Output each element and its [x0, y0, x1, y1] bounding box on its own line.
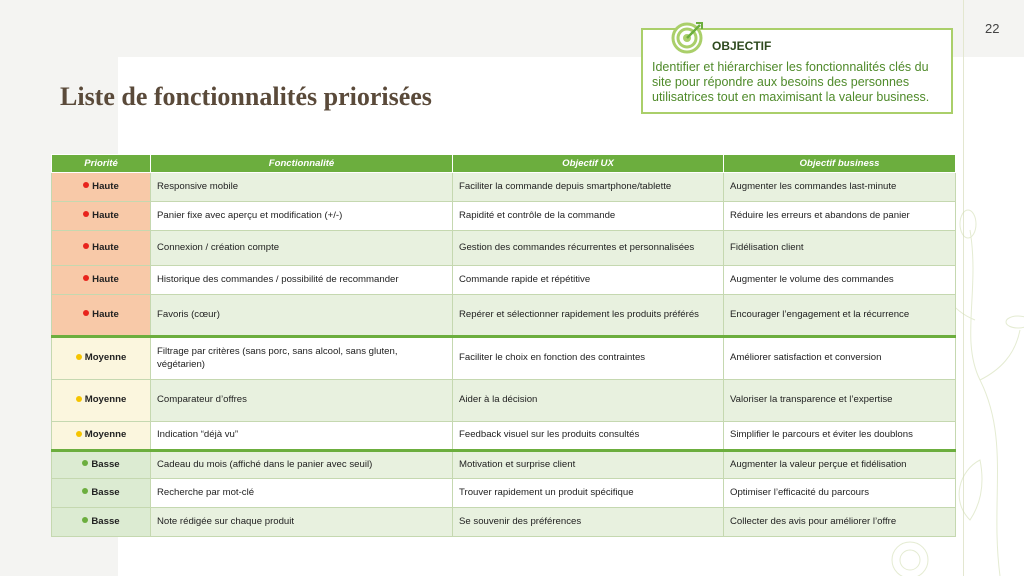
priority-label: Moyenne: [84, 394, 127, 406]
table-row: [52, 451, 956, 479]
high-priority-dot-icon: [83, 182, 89, 188]
business-cell: Réduire les erreurs et abandons de panier: [724, 202, 956, 231]
feature-cell: Historique des commandes / possibilité de recommander: [151, 266, 453, 295]
business-cell: Augmenter les commandes last-minute: [724, 173, 956, 202]
header-business: Objectif business: [724, 155, 956, 173]
ux-cell: Trouver rapidement un produit spécifique: [453, 479, 724, 508]
priority-cell: [52, 231, 151, 266]
low-priority-dot-icon: [82, 488, 88, 494]
table-row: [52, 173, 956, 202]
table-row: [52, 266, 956, 295]
business-cell: Valoriser la transparence et l’expertise: [724, 380, 956, 422]
page-title: Liste de fonctionnalités priorisées: [60, 82, 432, 111]
high-priority-dot-icon: [83, 310, 89, 316]
feature-cell: Panier fixe avec aperçu et modification (+/-): [151, 202, 453, 231]
header-ux: Objectif UX: [453, 155, 724, 173]
priority-label: Haute: [92, 241, 119, 253]
ux-cell: Gestion des commandes récurrentes et personnalisées: [453, 231, 724, 266]
business-cell: Améliorer satisfaction et conversion: [724, 337, 956, 380]
priority-label: Moyenne: [84, 429, 127, 441]
priority-cell: [52, 173, 151, 202]
ux-cell: Aider à la décision: [453, 380, 724, 422]
priority-table: [51, 154, 956, 537]
header-feature: Fonctionnalité: [151, 155, 453, 173]
table-row: [52, 337, 956, 380]
priority-cell: [52, 479, 151, 508]
priority-cell: [52, 266, 151, 295]
table-row: [52, 202, 956, 231]
feature-cell: Cadeau du mois (affiché dans le panier avec seuil): [151, 451, 453, 479]
ux-cell: Commande rapide et répétitive: [453, 266, 724, 295]
table-row: [52, 422, 956, 451]
high-priority-dot-icon: [83, 211, 89, 217]
low-priority-dot-icon: [82, 517, 88, 523]
business-cell: Augmenter la valeur perçue et fidélisation: [724, 451, 956, 479]
table-row: [52, 295, 956, 337]
ux-cell: Repérer et sélectionner rapidement les produits préférés: [453, 295, 724, 337]
low-priority-dot-icon: [82, 460, 88, 466]
business-cell: Fidélisation client: [724, 231, 956, 266]
medium-priority-dot-icon: [76, 431, 82, 437]
priority-label: Haute: [92, 273, 119, 285]
priority-label: Haute: [92, 209, 119, 221]
objective-label: OBJECTIF: [712, 39, 772, 53]
medium-priority-dot-icon: [76, 354, 82, 360]
priority-label: Haute: [92, 180, 119, 192]
business-cell: Encourager l’engagement et la récurrence: [724, 295, 956, 337]
header-priority: Priorité: [52, 155, 151, 173]
high-priority-dot-icon: [83, 243, 89, 249]
ux-cell: Faciliter la commande depuis smartphone/tablette: [453, 173, 724, 202]
priority-label: Haute: [92, 308, 119, 320]
business-cell: Simplifier le parcours et éviter les doublons: [724, 422, 956, 451]
business-cell: Augmenter le volume des commandes: [724, 266, 956, 295]
objective-box: [641, 28, 953, 114]
priority-cell: [52, 202, 151, 231]
priority-label: Basse: [91, 515, 120, 527]
feature-cell: Note rédigée sur chaque produit: [151, 508, 453, 537]
priority-cell: [52, 295, 151, 337]
priority-label: Basse: [91, 486, 120, 498]
priority-label: Basse: [91, 458, 120, 470]
target-icon: [671, 20, 705, 54]
ux-cell: Feedback visuel sur les produits consultés: [453, 422, 724, 451]
feature-cell: Responsive mobile: [151, 173, 453, 202]
feature-cell: Comparateur d’offres: [151, 380, 453, 422]
ux-cell: Rapidité et contrôle de la commande: [453, 202, 724, 231]
ux-cell: Motivation et surprise client: [453, 451, 724, 479]
feature-cell: Favoris (cœur): [151, 295, 453, 337]
priority-cell: [52, 508, 151, 537]
medium-priority-dot-icon: [76, 396, 82, 402]
priority-cell: [52, 380, 151, 422]
table-row: [52, 508, 956, 537]
page-number: 22: [985, 21, 1000, 36]
table-header-row: [52, 155, 956, 173]
priority-label: Moyenne: [84, 352, 127, 364]
priority-cell: [52, 451, 151, 479]
table-row: [52, 231, 956, 266]
high-priority-dot-icon: [83, 275, 89, 281]
priority-cell: [52, 337, 151, 380]
feature-cell: Indication “déjà vu”: [151, 422, 453, 451]
business-cell: Optimiser l’efficacité du parcours: [724, 479, 956, 508]
ux-cell: Faciliter le choix en fonction des contraintes: [453, 337, 724, 380]
feature-cell: Recherche par mot-clé: [151, 479, 453, 508]
table-row: [52, 479, 956, 508]
ux-cell: Se souvenir des préférences: [453, 508, 724, 537]
feature-cell: Connexion / création compte: [151, 231, 453, 266]
priority-cell: [52, 422, 151, 451]
feature-cell: Filtrage par critères (sans porc, sans alcool, sans gluten, végétarien): [151, 337, 453, 380]
business-cell: Collecter des avis pour améliorer l’offre: [724, 508, 956, 537]
table-row: [52, 380, 956, 422]
objective-text: Identifier et hiérarchiser les fonctionnalités clés du site pour répondre aux besoins des personnes utilisatrices tout en maximisant la valeur business.: [652, 60, 930, 104]
